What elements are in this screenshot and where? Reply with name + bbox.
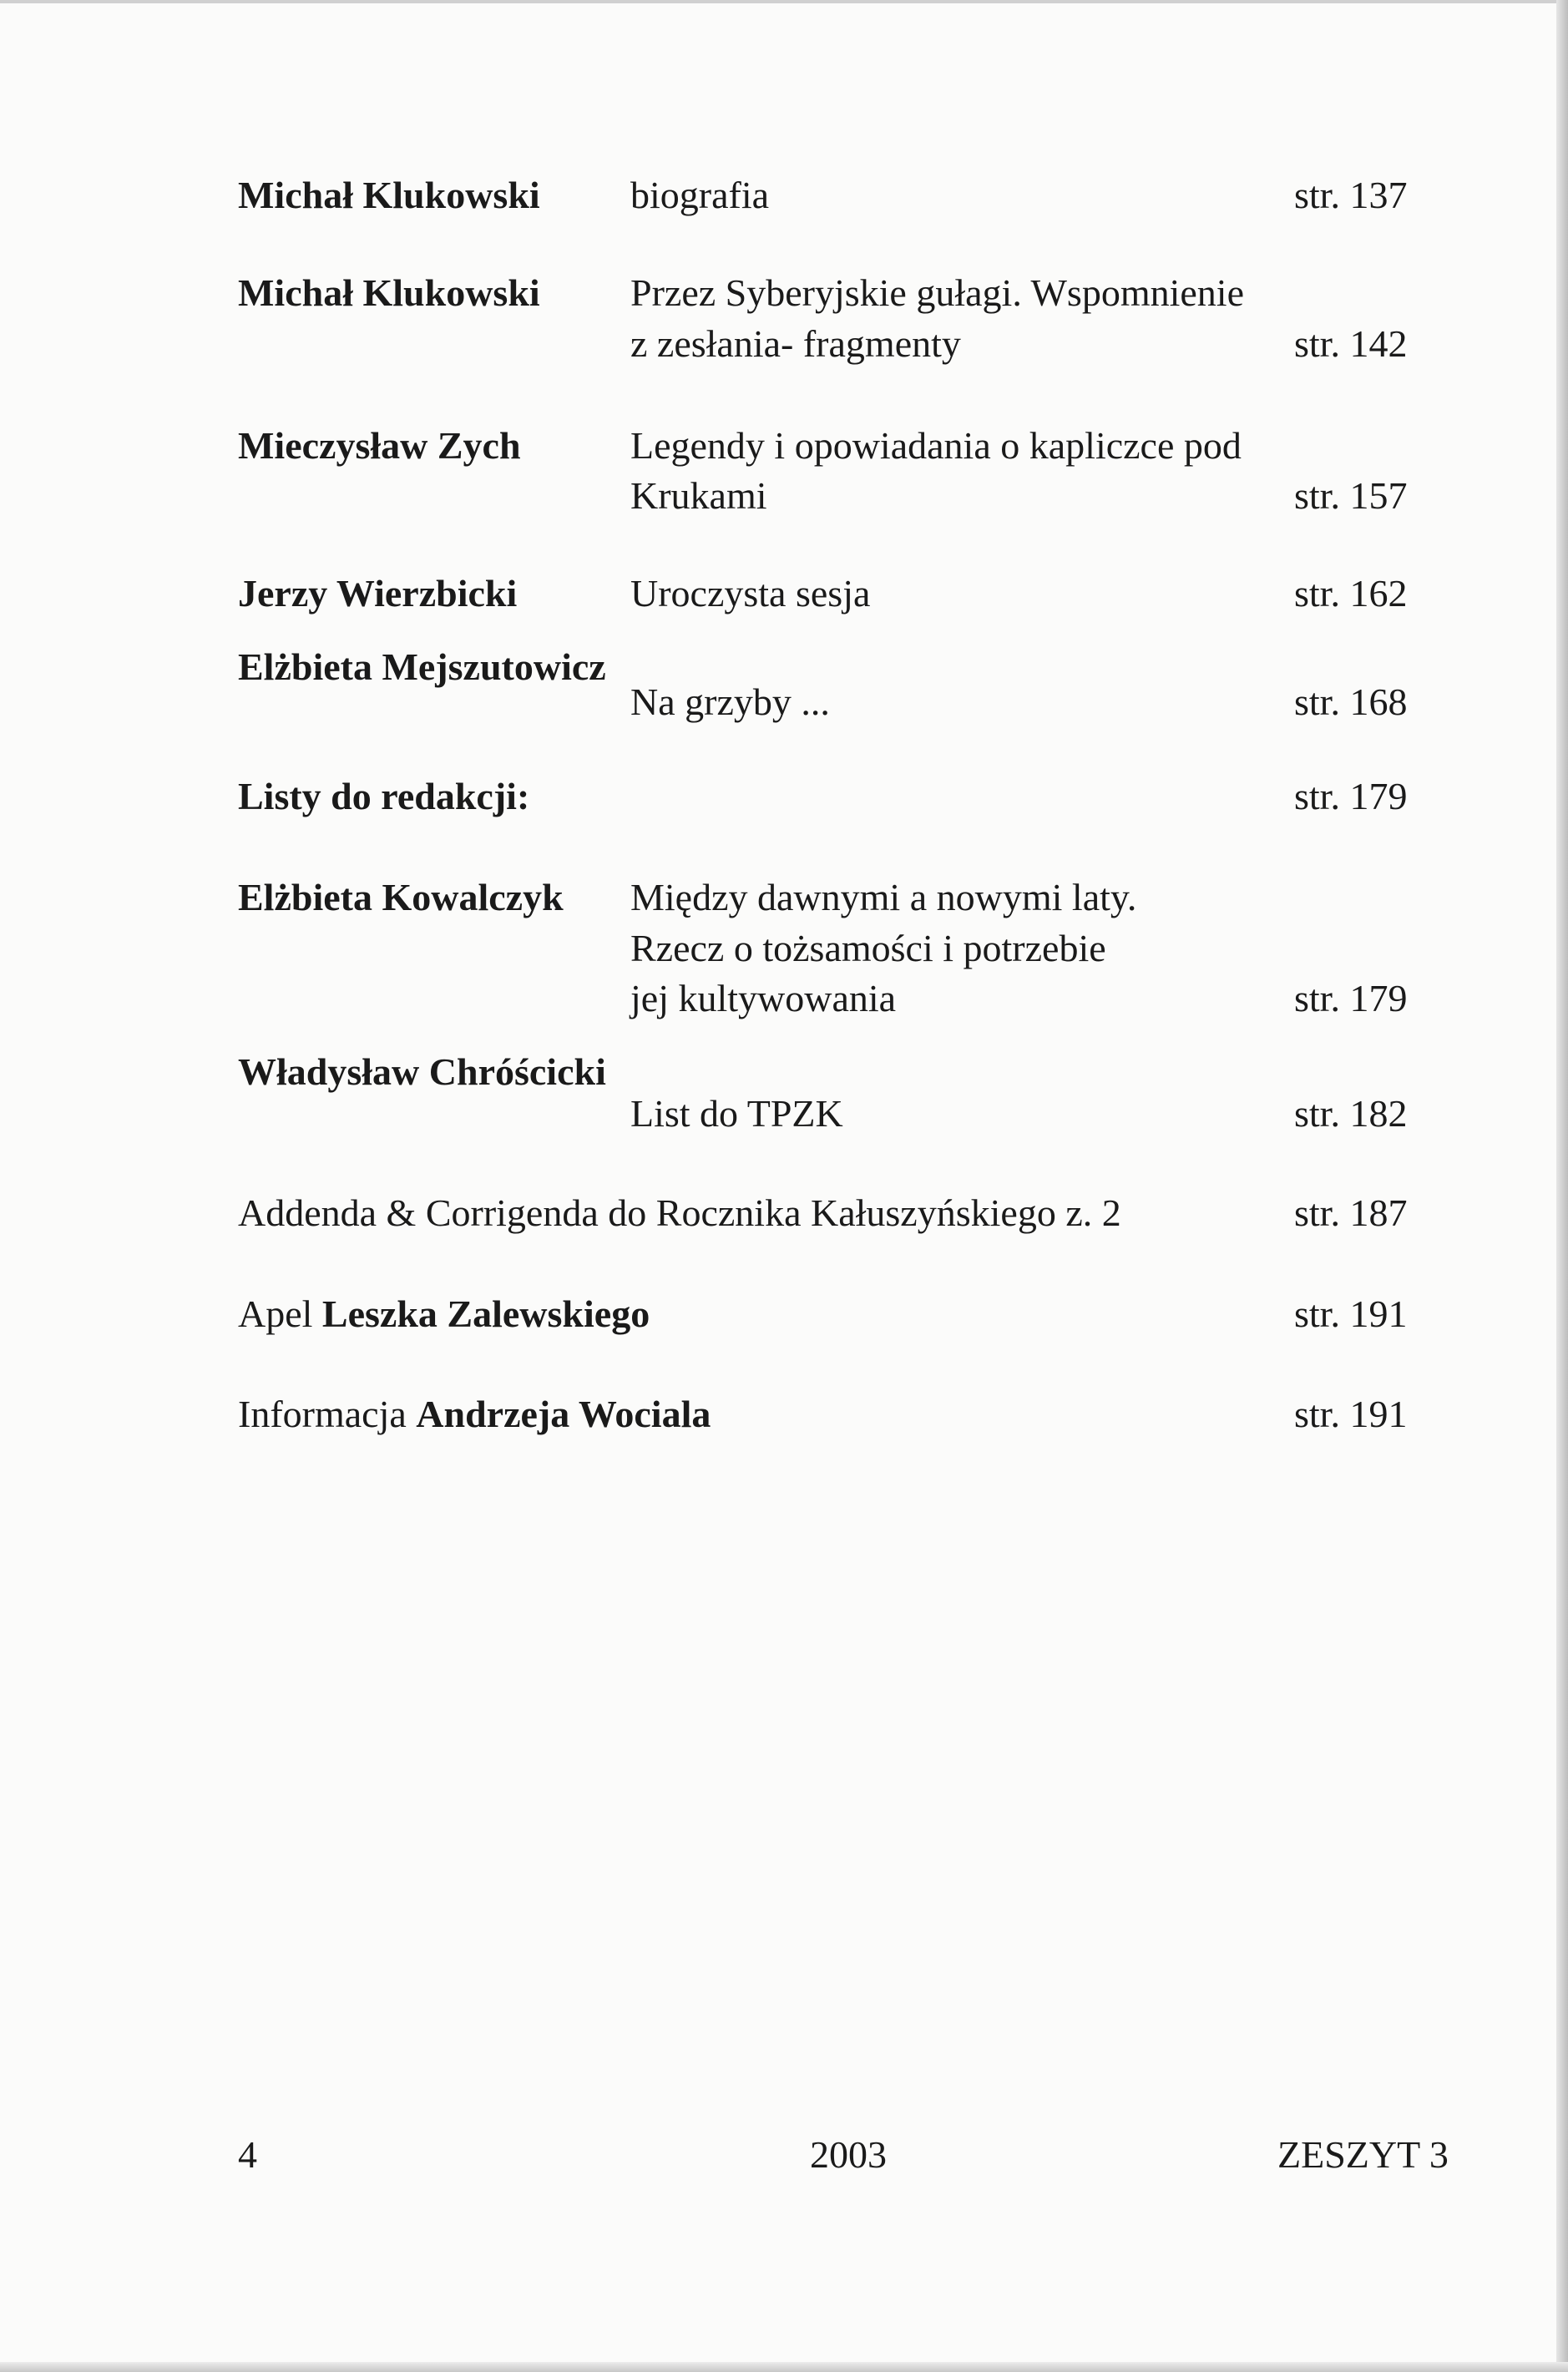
page-right-edge <box>1556 0 1568 2372</box>
entry-1-page: str. 137 <box>1294 174 1408 216</box>
apel-name: Leszka Zalewskiego <box>321 1292 650 1335</box>
entry-4-author: Jerzy Wierzbicki <box>238 572 518 614</box>
entry-5-title-line-1: Na grzyby ... <box>630 680 830 723</box>
entry-7-title-line-1: Między dawnymi a nowymi laty. <box>630 876 1137 918</box>
addenda-text: Addenda & Corrigenda do Rocznika Kałuszyńskiego z. 2 <box>238 1191 1121 1234</box>
entry-3-author: Mieczysław Zych <box>238 424 521 467</box>
entry-5-author: Elżbieta Mejszutowicz <box>238 645 606 688</box>
letters-heading: Listy do redakcji: <box>238 775 530 817</box>
entry-3-title-line-1: Legendy i opowiadania o kapliczce pod <box>630 424 1242 467</box>
entry-4-title-line-1: Uroczysta sesja <box>630 572 871 614</box>
entry-4-page: str. 162 <box>1294 572 1408 614</box>
entry-1-author: Michał Klukowski <box>238 174 540 216</box>
footer-year: 2003 <box>810 2133 887 2176</box>
footer-page-number: 4 <box>238 2133 257 2176</box>
entry-2-page: str. 142 <box>1294 322 1408 365</box>
entry-7-author: Elżbieta Kowalczyk <box>238 876 564 918</box>
entry-2-author: Michał Klukowski <box>238 271 540 314</box>
informacja-prefix: Informacja <box>238 1393 417 1435</box>
entry-8-title-line-1: List do TPZK <box>630 1092 843 1135</box>
informacja-line <box>238 1390 711 1439</box>
entry-5-page: str. 168 <box>1294 680 1408 723</box>
entry-2-title-line-1: Przez Syberyjskie gułagi. Wspomnienie <box>630 271 1244 314</box>
addenda-page: str. 187 <box>1294 1191 1408 1234</box>
entry-2-title-line-2: z zesłania- fragmenty <box>630 322 961 365</box>
entry-1-title-line-1: biografia <box>630 174 770 216</box>
entry-7-title-line-3: jej kultywowania <box>630 977 897 1019</box>
page-bottom-edge <box>0 2362 1568 2372</box>
entry-8-author: Władysław Chróścicki <box>238 1050 606 1093</box>
entry-3-title-line-2: Krukami <box>630 474 767 517</box>
apel-prefix: Apel <box>238 1292 322 1335</box>
apel-line <box>238 1290 650 1338</box>
apel-page: str. 191 <box>1294 1292 1408 1335</box>
entry-7-title-line-2: Rzecz o tożsamości i potrzebie <box>630 927 1106 969</box>
entry-7-page: str. 179 <box>1294 977 1408 1019</box>
informacja-name: Andrzeja Wociala <box>416 1393 711 1435</box>
letters-page: str. 179 <box>1294 775 1408 817</box>
page-top-edge <box>0 0 1568 3</box>
entry-8-page: str. 182 <box>1294 1092 1408 1135</box>
informacja-page: str. 191 <box>1294 1393 1408 1435</box>
footer-issue: ZESZYT 3 <box>1277 2133 1449 2176</box>
entry-3-page: str. 157 <box>1294 474 1408 517</box>
